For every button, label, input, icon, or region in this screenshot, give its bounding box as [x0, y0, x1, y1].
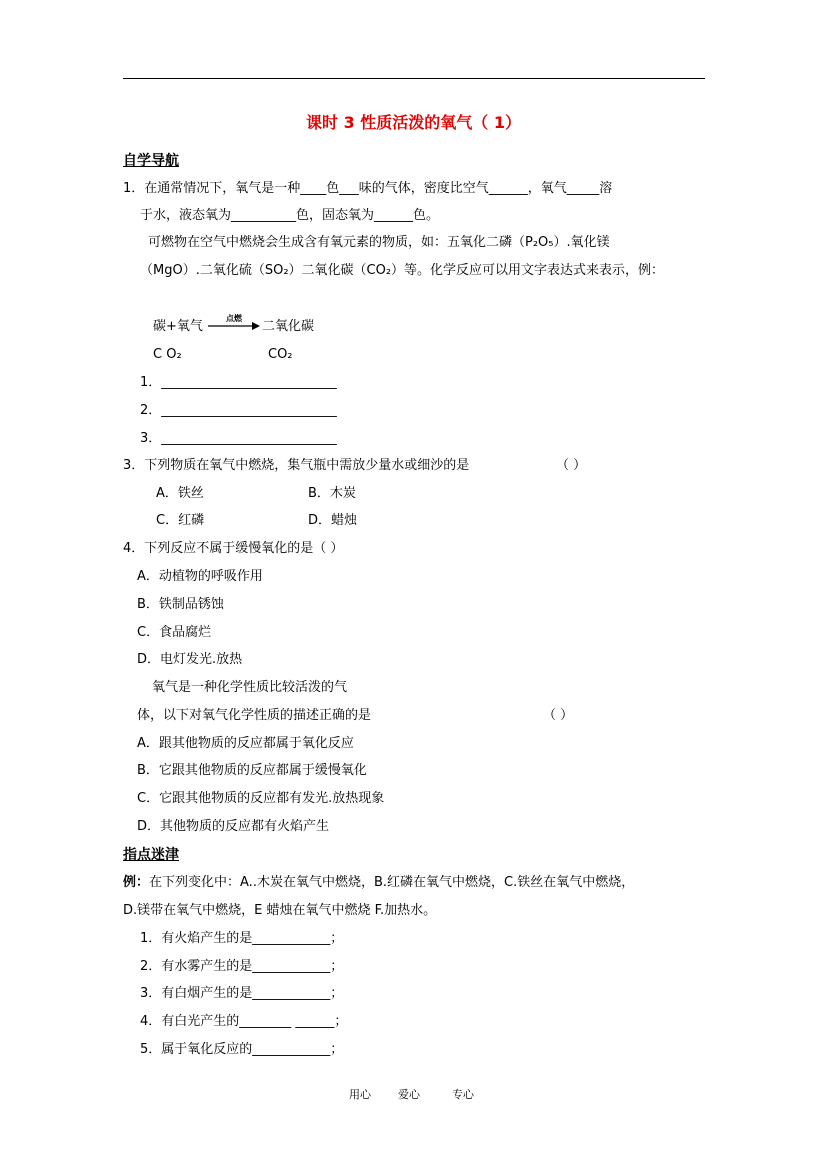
question-5-option-d: D．其他物质的反应都有火焰产生 [137, 819, 330, 834]
reaction-arrow-icon [208, 319, 260, 333]
question-3-answer-paren: （ ） [556, 458, 587, 473]
intro-line-2: （MgO）.二氧化硫（SO₂）二氧化碳（CO₂）等。化学反应可以用文字表达式来表示，例： [140, 263, 665, 278]
example-item-2: 2．有水雾产生的是____________； [140, 959, 344, 974]
example-label: 例： [123, 875, 150, 890]
example-text-1: 在下列变化中：A..木炭在氧气中燃烧，B.红磷在氧气中燃烧，C.铁丝在氧气中燃烧， [149, 875, 635, 890]
question-5-option-c: C．它跟其他物质的反应都有发光.放热现象 [137, 791, 385, 806]
section-heading-self-study: 自学导航 [123, 153, 179, 169]
question-1-line-1: 1．在通常情况下，氧气是一种____色___味的气体，密度比空气______，氧气_____溶 [123, 181, 613, 196]
example-line-1 [123, 874, 634, 892]
question-5-answer-paren: （ ） [543, 708, 574, 723]
question-3-option-a: A．铁丝 [156, 486, 204, 501]
example-item-4: 4．有白光产生的________ ______； [140, 1014, 348, 1029]
answer-blank-2: 2．___________________________ [140, 403, 337, 418]
question-3-option-c: C．红磷 [156, 513, 205, 528]
page-title: 课时 3 性质活泼的氧气（ 1） [306, 113, 521, 132]
equation-formula-product: CO₂ [268, 347, 293, 362]
question-5-option-a: A．跟其他物质的反应都属于氧化反应 [137, 736, 354, 751]
answer-blank-3: 3．___________________________ [140, 431, 337, 446]
question-4-option-a: A．动植物的呼吸作用 [137, 569, 263, 584]
answer-blank-1: 1．___________________________ [140, 375, 337, 390]
header-rule [123, 78, 705, 79]
equation-reactants: 碳+氧气 [153, 319, 203, 334]
question-4-stem: 4．下列反应不属于缓慢氧化的是（ ） [123, 541, 344, 556]
equation-formula-reactants: C O₂ [153, 347, 182, 362]
question-5-option-b: B．它跟其他物质的反应都属于缓慢氧化 [137, 763, 367, 778]
example-item-1: 1．有火焰产生的是____________； [140, 931, 344, 946]
question-1-line-2: 于水，液态氧为__________色，固态氧为______色。 [140, 208, 440, 223]
question-5-line-2: 体，以下对氧气化学性质的描述正确的是 [137, 708, 372, 723]
question-3-option-b: B．木炭 [308, 486, 356, 501]
footer-text-3: 专心 [452, 1088, 474, 1101]
question-5-line-1: 氧气是一种化学性质比较活泼的气 [152, 680, 348, 695]
example-item-3: 3．有白烟产生的是____________； [140, 986, 344, 1001]
question-4-option-b: B．铁制品锈蚀 [137, 597, 224, 612]
footer-text-2: 爱心 [398, 1088, 420, 1101]
question-4-option-d: D．电灯发光.放热 [137, 652, 243, 667]
question-4-option-c: C．食品腐烂 [137, 625, 212, 640]
example-item-5: 5．属于氧化反应的____________； [140, 1042, 344, 1057]
equation-product: 二氧化碳 [262, 319, 315, 334]
intro-line-1: 可燃物在空气中燃烧会生成含有氧元素的物质，如：五氧化二磷（P₂O₅）.氧化镁 [148, 235, 610, 250]
example-line-2: D.镁带在氧气中燃烧，E 蜡烛在氧气中燃烧 F.加热水。 [123, 903, 437, 918]
section-heading-guidance: 指点迷津 [123, 847, 179, 863]
question-3-option-d: D．蜡烛 [308, 513, 358, 528]
footer-text-1: 用心 [349, 1088, 371, 1101]
question-3-stem: 3．下列物质在氧气中燃烧，集气瓶中需放少量水或细沙的是 [123, 458, 470, 473]
equation-condition: 点燃 [226, 314, 242, 323]
